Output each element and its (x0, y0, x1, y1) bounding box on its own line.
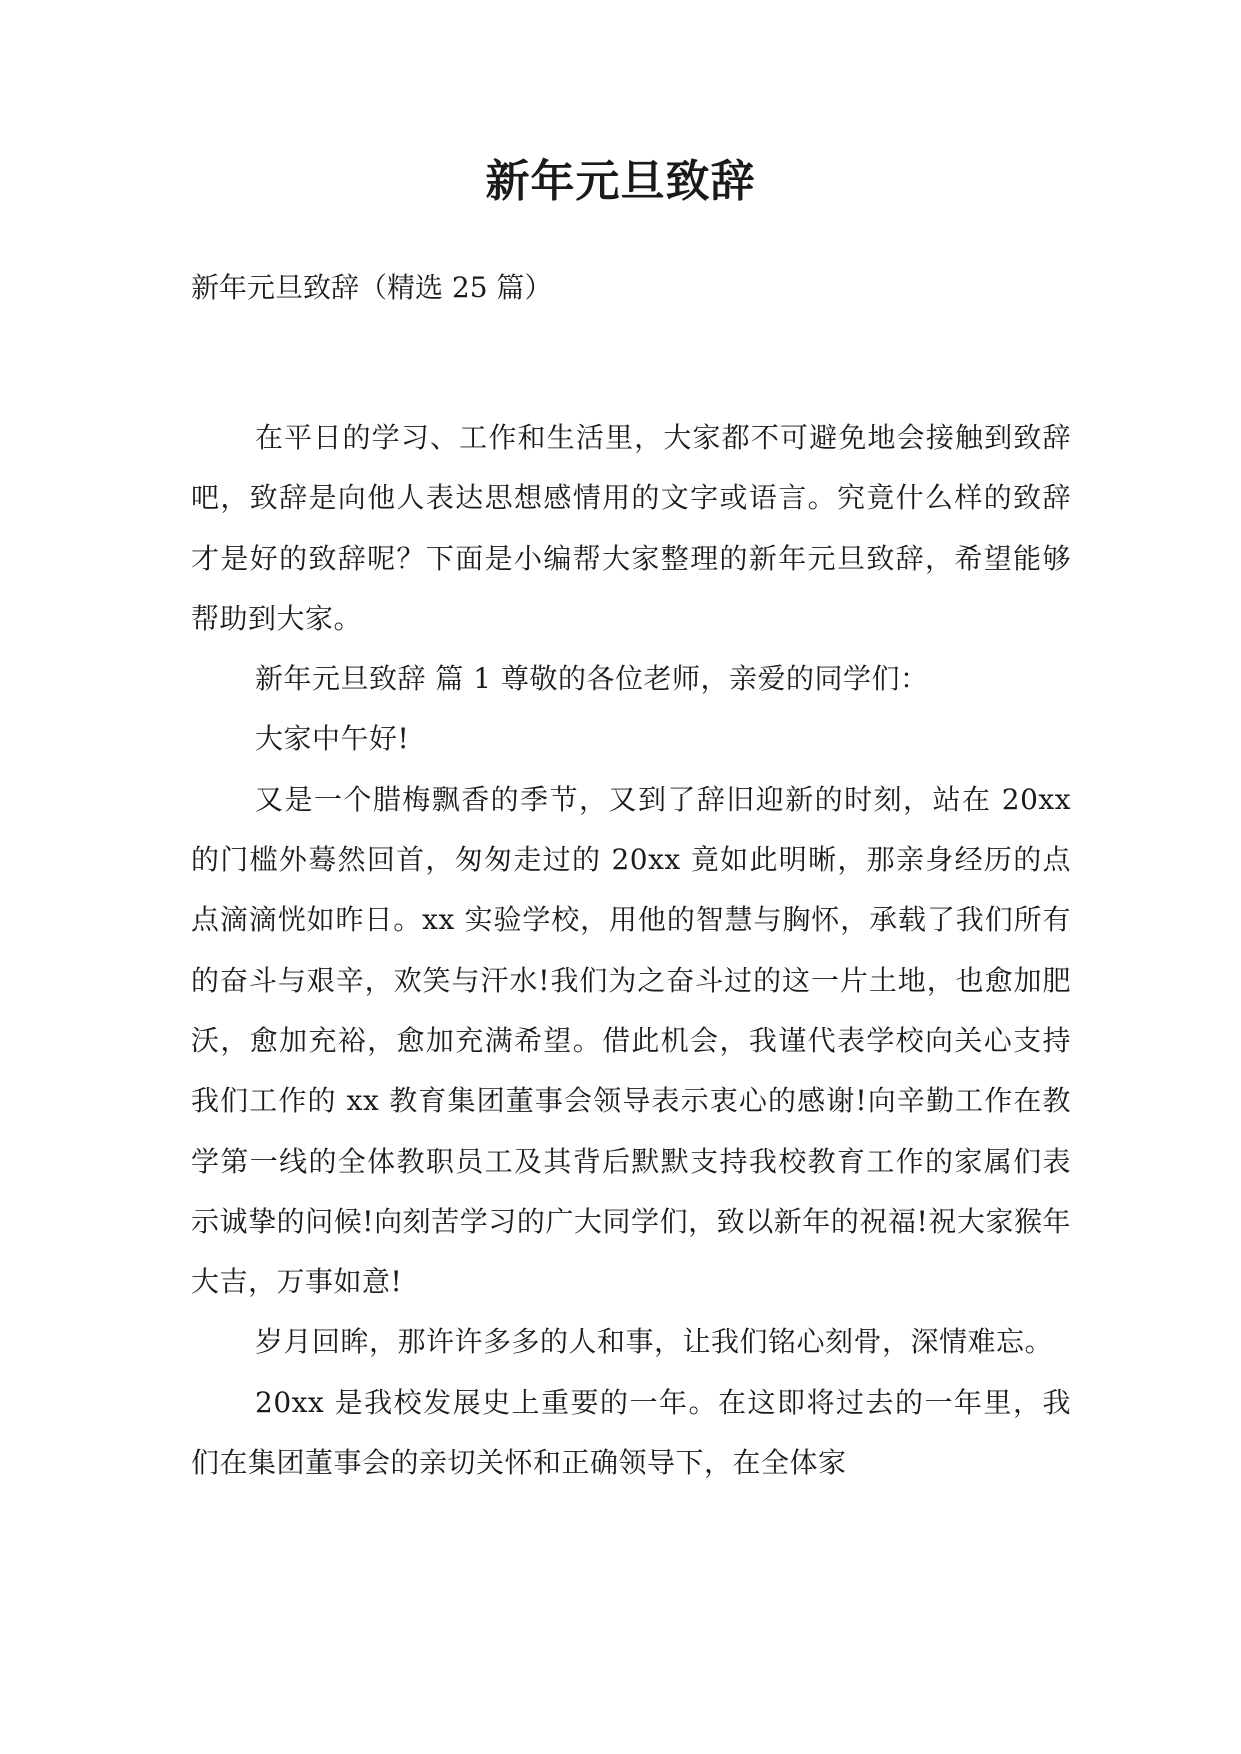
paragraph-retrospect: 岁月回眸，那许许多多的人和事，让我们铭心刻骨，深情难忘。 (255, 1325, 1054, 1359)
document-title: 新年元旦致辞 (485, 156, 756, 207)
paragraph-greeting: 大家中午好! (255, 722, 410, 756)
paragraph-intro: 在平日的学习、工作和生活里，大家都不可避免地会接触到致辞吧，致辞是向他人表达思想感情用的文字或语言。究竟什么样的致辞才是好的致辞呢？下面是小编帮大家整理的新年元旦致辞，希望能够帮助到大家。 (191, 421, 1071, 635)
paragraph-salutation: 新年元旦致辞 篇 1 尊敬的各位老师，亲爱的同学们： (255, 662, 929, 696)
document-body (191, 408, 1071, 1493)
paragraph-main: 又是一个腊梅飘香的季节，又到了辞旧迎新的时刻，站在 20xx 的门槛外蓦然回首，匆匆走过的 20xx 竟如此明晰，那亲身经历的点点滴滴恍如昨日。xx 实验学校，用他的智慧与胸怀，承载了我们所有的奋斗与艰辛，欢笑与汗水!我们为之奋斗过的这一片土地，也愈加肥沃，愈加充裕，愈加充满希望。借此机会，我谨代表学校向关心支持我们工作的 xx 教育集团董事会领导表示衷心的感谢!向辛勤工作在教学第一线的全体教职员工及其背后默默支持我校教育工作的家属们表示诚挚的问候!向刻苦学习的广大同学们，致以新年的祝福!祝大家猴年大吉，万事如意! (191, 782, 1071, 1299)
paragraph-year-summary: 20xx 是我校发展史上重要的一年。在这即将过去的一年里，我们在集团董事会的亲切关怀和正确领导下，在全体家 (191, 1385, 1071, 1480)
document-subtitle: 新年元旦致辞（精选 25 篇） (191, 271, 553, 304)
